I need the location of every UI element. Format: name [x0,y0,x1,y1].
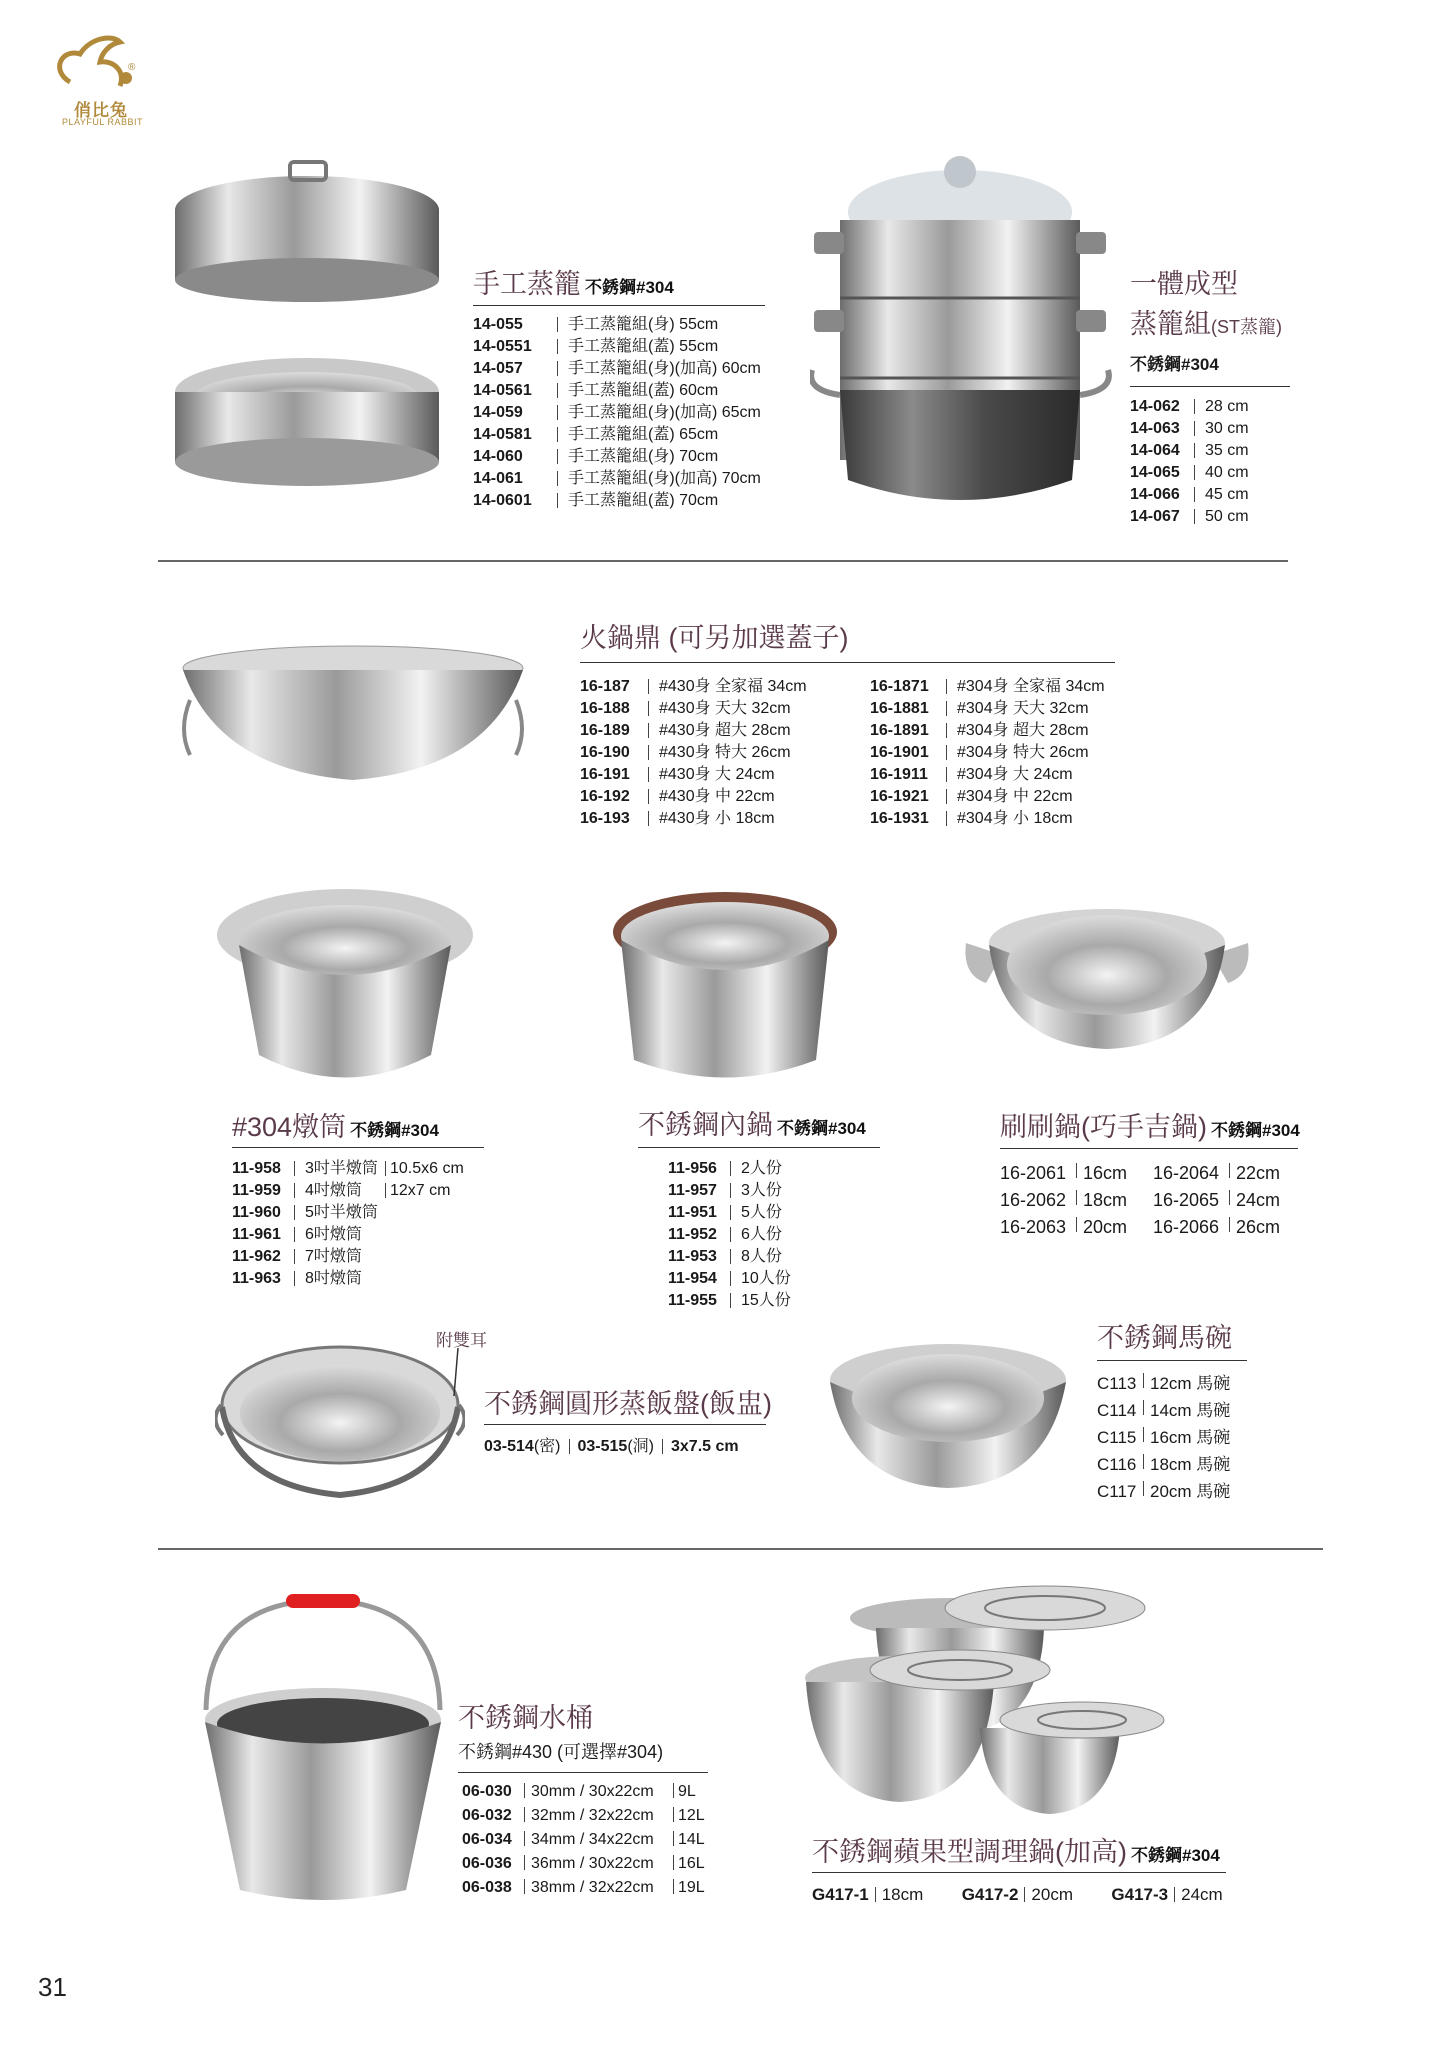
list-item: 14-064 35 cm [1130,442,1249,459]
list-item: 14-067 50 cm [1130,508,1249,525]
apple-pot-list: G417-1 18cm G417-2 20cm G417-3 24cm [812,1885,1223,1904]
list-item: C113 12cm 馬碗 [1097,1374,1231,1393]
stew-pot-list [232,1158,464,1290]
list-item: 11-957 3人份 [668,1182,782,1199]
list-item: 11-963 8吋燉筒 [232,1270,362,1287]
apple-pot-photo [800,1578,1170,1828]
list-item: 11-955 15人份 [668,1292,791,1309]
registered-mark: ® [128,62,136,73]
bucket-list [462,1780,705,1900]
hotpot-list-304 [870,676,1105,830]
inner-pot-list [668,1158,791,1312]
list-item: 16-1931 #304身 小 18cm [870,810,1073,827]
apple-pot-title: 不銹鋼蘋果型調理鍋(加高) 不銹鋼#304 [812,1837,1220,1867]
list-item: 14-062 28 cm [1130,398,1249,415]
shabu-pot-photo [962,905,1252,1055]
horse-bowl-list [1097,1370,1230,1505]
list-item: 11-954 10人份 [668,1270,791,1287]
steamer-photo [172,160,452,520]
list-item: 14-060 手工蒸籠組(身) 70cm [473,448,719,465]
list-item: 16-189 #430身 超大 28cm [580,722,791,739]
bucket-title: 不銹鋼水桶 [458,1703,593,1733]
horse-bowl-title: 不銹鋼馬碗 [1097,1323,1232,1353]
list-item: 16-192 #430身 中 22cm [580,788,775,805]
list-item: C114 14cm 馬碗 [1097,1401,1231,1420]
leader-line [452,1348,462,1398]
list-item: 16-190 #430身 特大 26cm [580,744,791,761]
hotpot-list-430 [580,676,807,830]
list-item: 11-961 6吋燉筒 [232,1226,362,1243]
rice-tray-photo [215,1335,465,1505]
list-item: 06-030 30mm / 30x22cm 9L [462,1783,696,1800]
list-item: 16-1881 #304身 天大 32cm [870,700,1089,717]
brand-name-en: PLAYFUL RABBIT [62,117,144,127]
brand-logo [40,30,170,130]
brand-name-cn: 俏比兔 [74,101,128,120]
list-item: 11-952 6人份 [668,1226,782,1243]
list-item: C117 20cm 馬碗 [1097,1482,1231,1501]
stew-pot-title: #304燉筒 不銹鋼#304 [232,1112,439,1142]
list-item: 11-959 4吋燉筒 12x7 cm [232,1182,451,1199]
list-item: 14-055 手工蒸籠組(身) 55cm [473,316,719,333]
inner-pot-title: 不銹鋼內鍋 不銹鋼#304 [638,1110,866,1140]
shabu-pot-title: 刷刷鍋(巧手吉鍋) 不銹鋼#304 [1000,1112,1300,1142]
st-steamer-list [1130,396,1249,528]
list-item: C116 18cm 馬碗 [1097,1455,1231,1474]
list-item: 11-962 7吋燉筒 [232,1248,362,1265]
list-item: 14-0601 手工蒸籠組(蓋) 70cm [473,492,719,509]
list-item: 06-034 34mm / 34x22cm 14L [462,1831,705,1848]
list-item: 06-038 38mm / 32x22cm 19L [462,1879,705,1896]
list-item: 14-065 40 cm [1130,464,1249,481]
list-item: 11-960 5吋半燉筒 [232,1204,378,1221]
list-item: 14-059 手工蒸籠組(身)(加高) 65cm [473,404,761,421]
bucket-photo [198,1590,448,1910]
list-item: 16-1871 #304身 全家福 34cm [870,678,1105,695]
list-item: 14-0561 手工蒸籠組(蓋) 60cm [473,382,719,399]
stew-pot-photo [215,885,475,1090]
hotpot-title: 火鍋鼎 (可另加選蓋子) [580,623,849,653]
st-steamer-title-2: 蒸籠組(ST蒸籠) [1130,309,1282,339]
list-item: 16-2062 18cm 16-2065 24cm [1000,1190,1281,1210]
list-item: 16-1921 #304身 中 22cm [870,788,1073,805]
st-steamer-title-1: 一體成型 [1130,269,1238,299]
list-item: 16-2063 20cm 16-2066 26cm [1000,1217,1281,1237]
list-item: 16-188 #430身 天大 32cm [580,700,791,717]
list-item: 16-1911 #304身 大 24cm [870,766,1073,783]
list-item: 06-036 36mm / 30x22cm 16L [462,1855,705,1872]
double-ear-note: 附雙耳 [436,1331,487,1350]
list-item: 14-061 手工蒸籠組(身)(加高) 70cm [473,470,761,487]
rice-tray-title: 不銹鋼圓形蒸飯盤(飯盅) [484,1389,772,1419]
steamer-list [473,314,761,512]
inner-pot-photo [610,890,840,1090]
list-item: 14-0551 手工蒸籠組(蓋) 55cm [473,338,719,355]
list-item: 16-193 #430身 小 18cm [580,810,775,827]
list-item: 11-951 5人份 [668,1204,782,1221]
list-item: 11-953 8人份 [668,1248,782,1265]
st-steamer-photo [810,150,1120,520]
shabu-pot-list [1000,1160,1280,1241]
bucket-material: 不銹鋼#430 (可選擇#304) [458,1742,664,1762]
list-item: 14-066 45 cm [1130,486,1249,503]
list-item: 16-1891 #304身 超大 28cm [870,722,1089,739]
rice-tray-spec: 03-514 (密) 03-515 (洞) 3x7.5 cm [484,1438,739,1455]
list-item: 16-1901 #304身 特大 26cm [870,744,1089,761]
horse-bowl-photo [828,1340,1068,1490]
list-item: 11-958 3吋半燉筒 10.5x6 cm [232,1160,464,1177]
list-item: 16-2061 16cm 16-2064 22cm [1000,1163,1281,1183]
hotpot-photo [178,640,528,790]
list-item: 11-956 2人份 [668,1160,782,1177]
page-number: 31 [38,1972,67,2002]
list-item: C115 16cm 馬碗 [1097,1428,1231,1447]
list-item: 14-0581 手工蒸籠組(蓋) 65cm [473,426,719,443]
list-item: 14-063 30 cm [1130,420,1249,437]
st-steamer-material: 不銹鋼#304 [1130,355,1219,374]
list-item: 16-187 #430身 全家福 34cm [580,678,807,695]
list-item: 16-191 #430身 大 24cm [580,766,775,783]
list-item: 14-057 手工蒸籠組(身)(加高) 60cm [473,360,761,377]
steamer-title: 手工蒸籠 不銹鋼#304 [473,269,674,299]
list-item: 06-032 32mm / 32x22cm 12L [462,1807,705,1824]
